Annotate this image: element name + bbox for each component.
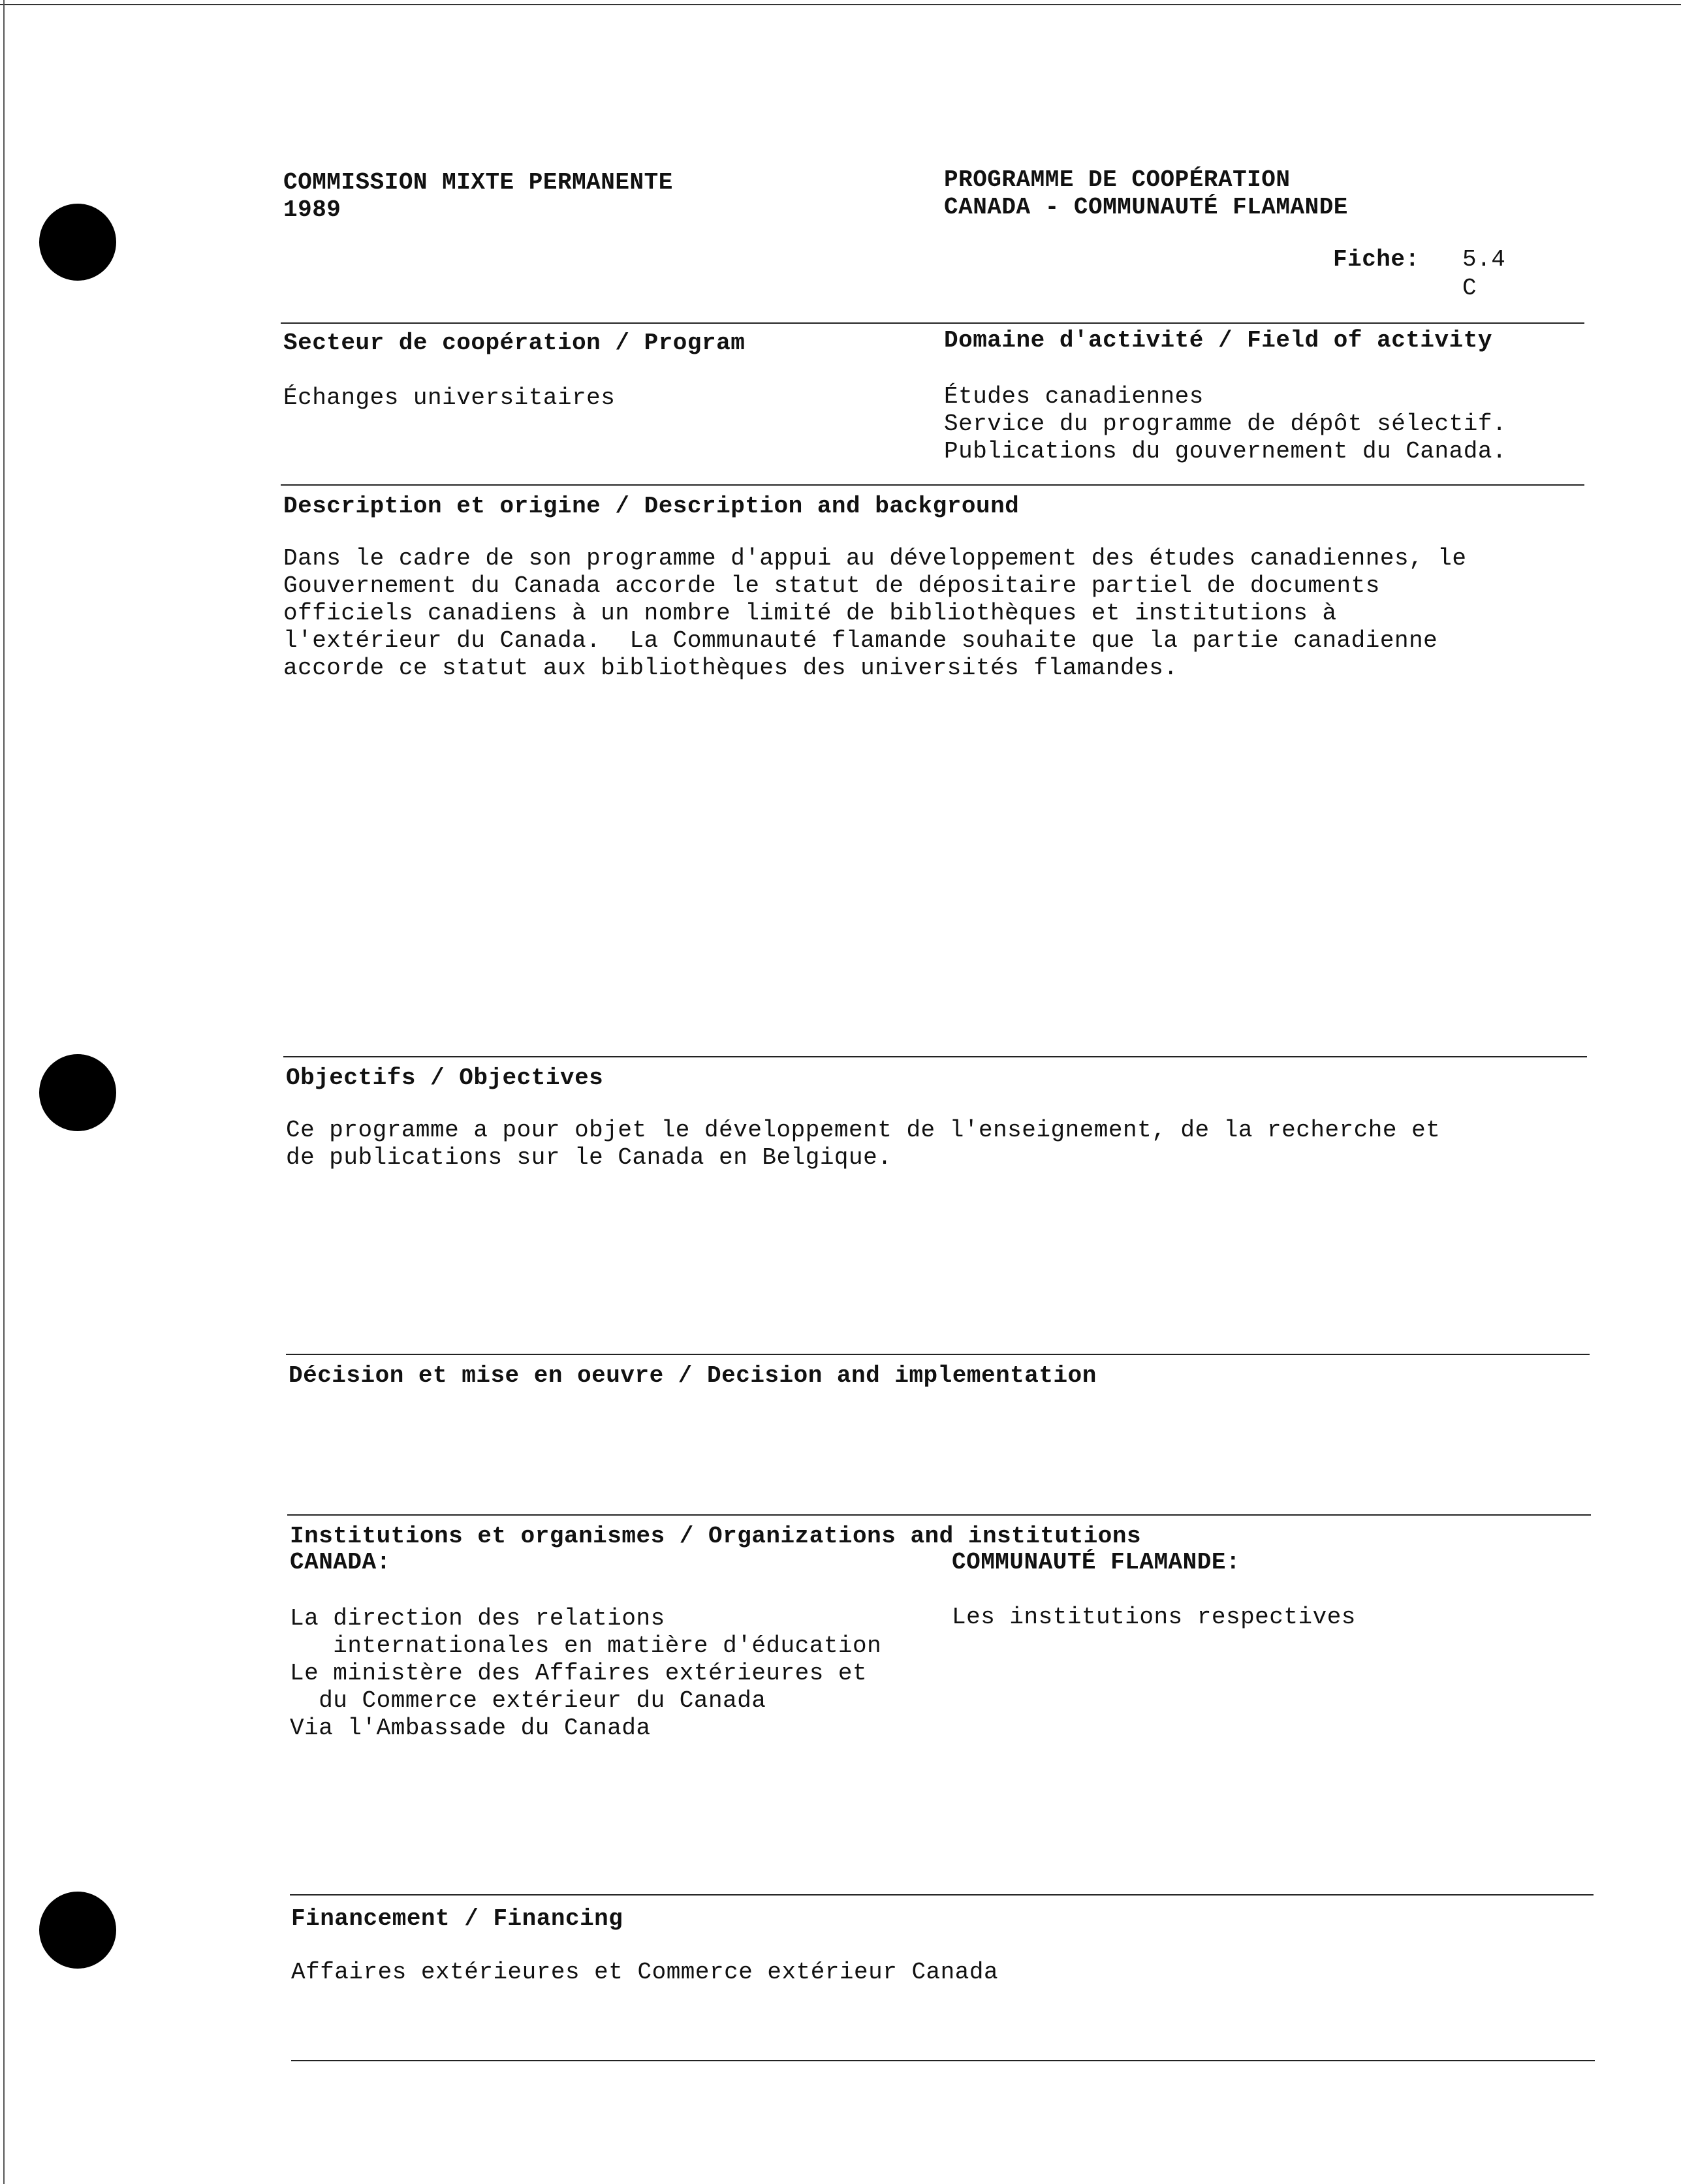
description-heading: Description et origine / Description and background [283, 493, 1020, 520]
page-top-edge [0, 4, 1681, 5]
divider-decision [286, 1354, 1590, 1355]
punch-hole-top [39, 204, 116, 281]
description-line: accorde ce statut aux bibliothèques des universités flamandes. [283, 655, 1178, 681]
divider-institutions [287, 1514, 1591, 1516]
description-line: Gouvernement du Canada accorde le statut de dépositaire partiel de documents [283, 572, 1380, 599]
domain-line: Service du programme de dépôt sélectif. [944, 411, 1507, 437]
punch-hole-bottom [39, 1892, 116, 1969]
objectives-line: Ce programme a pour objet le développement de l'enseignement, de la recherche et [286, 1117, 1441, 1144]
divider-description [281, 484, 1584, 486]
flamande-label: COMMUNAUTÉ FLAMANDE: [952, 1549, 1241, 1576]
domain-heading: Domaine d'activité / Field of activity [944, 327, 1492, 354]
description-line: l'extérieur du Canada. La Communauté flamande souhaite que la partie canadienne [283, 627, 1438, 654]
sector-heading: Secteur de coopération / Program [283, 330, 746, 356]
canada-institution-line: La direction des relations [290, 1605, 665, 1632]
canada-institution-line: Via l'Ambassade du Canada [290, 1715, 651, 1741]
divider-financing [290, 1894, 1594, 1895]
canada-institution-line: du Commerce extérieur du Canada [290, 1687, 766, 1714]
page-left-edge [3, 0, 5, 2184]
fiche-letter: C [1462, 275, 1477, 302]
punch-hole-middle [39, 1054, 116, 1131]
fiche-number: 5.4 [1462, 246, 1506, 273]
header-year: 1989 [283, 196, 341, 223]
divider-objectives [283, 1056, 1587, 1057]
institutions-heading: Institutions et organismes / Organizations and institutions [290, 1523, 1142, 1550]
canada-label: CANADA: [290, 1549, 391, 1576]
divider-header [281, 322, 1584, 324]
objectives-heading: Objectifs / Objectives [286, 1065, 604, 1091]
header-programme: PROGRAMME DE COOPÉRATION [944, 166, 1291, 193]
canada-institution-line: internationales en matière d'éducation [290, 1632, 882, 1659]
flamande-institutions: Les institutions respectives [952, 1604, 1356, 1630]
description-line: Dans le cadre de son programme d'appui au développement des études canadiennes, le [283, 545, 1467, 572]
description-line: officiels canadiens à un nombre limité de bibliothèques et institutions à [283, 600, 1337, 627]
domain-line: Études canadiennes [944, 383, 1204, 410]
canada-institution-line: Le ministère des Affaires extérieures et [290, 1660, 868, 1687]
objectives-line: de publications sur le Canada en Belgique. [286, 1144, 892, 1171]
financing-value: Affaires extérieures et Commerce extérieur Canada [291, 1959, 999, 1986]
divider-bottom [291, 2060, 1595, 2061]
decision-heading: Décision et mise en oeuvre / Decision and implementation [289, 1362, 1097, 1389]
domain-line: Publications du gouvernement du Canada. [944, 438, 1507, 465]
sector-value: Échanges universitaires [283, 384, 616, 411]
financing-heading: Financement / Financing [291, 1905, 623, 1932]
header-commission: COMMISSION MIXTE PERMANENTE [283, 169, 673, 196]
fiche-label: Fiche: [1333, 246, 1420, 273]
header-canada-communaute: CANADA - COMMUNAUTÉ FLAMANDE [944, 194, 1348, 221]
